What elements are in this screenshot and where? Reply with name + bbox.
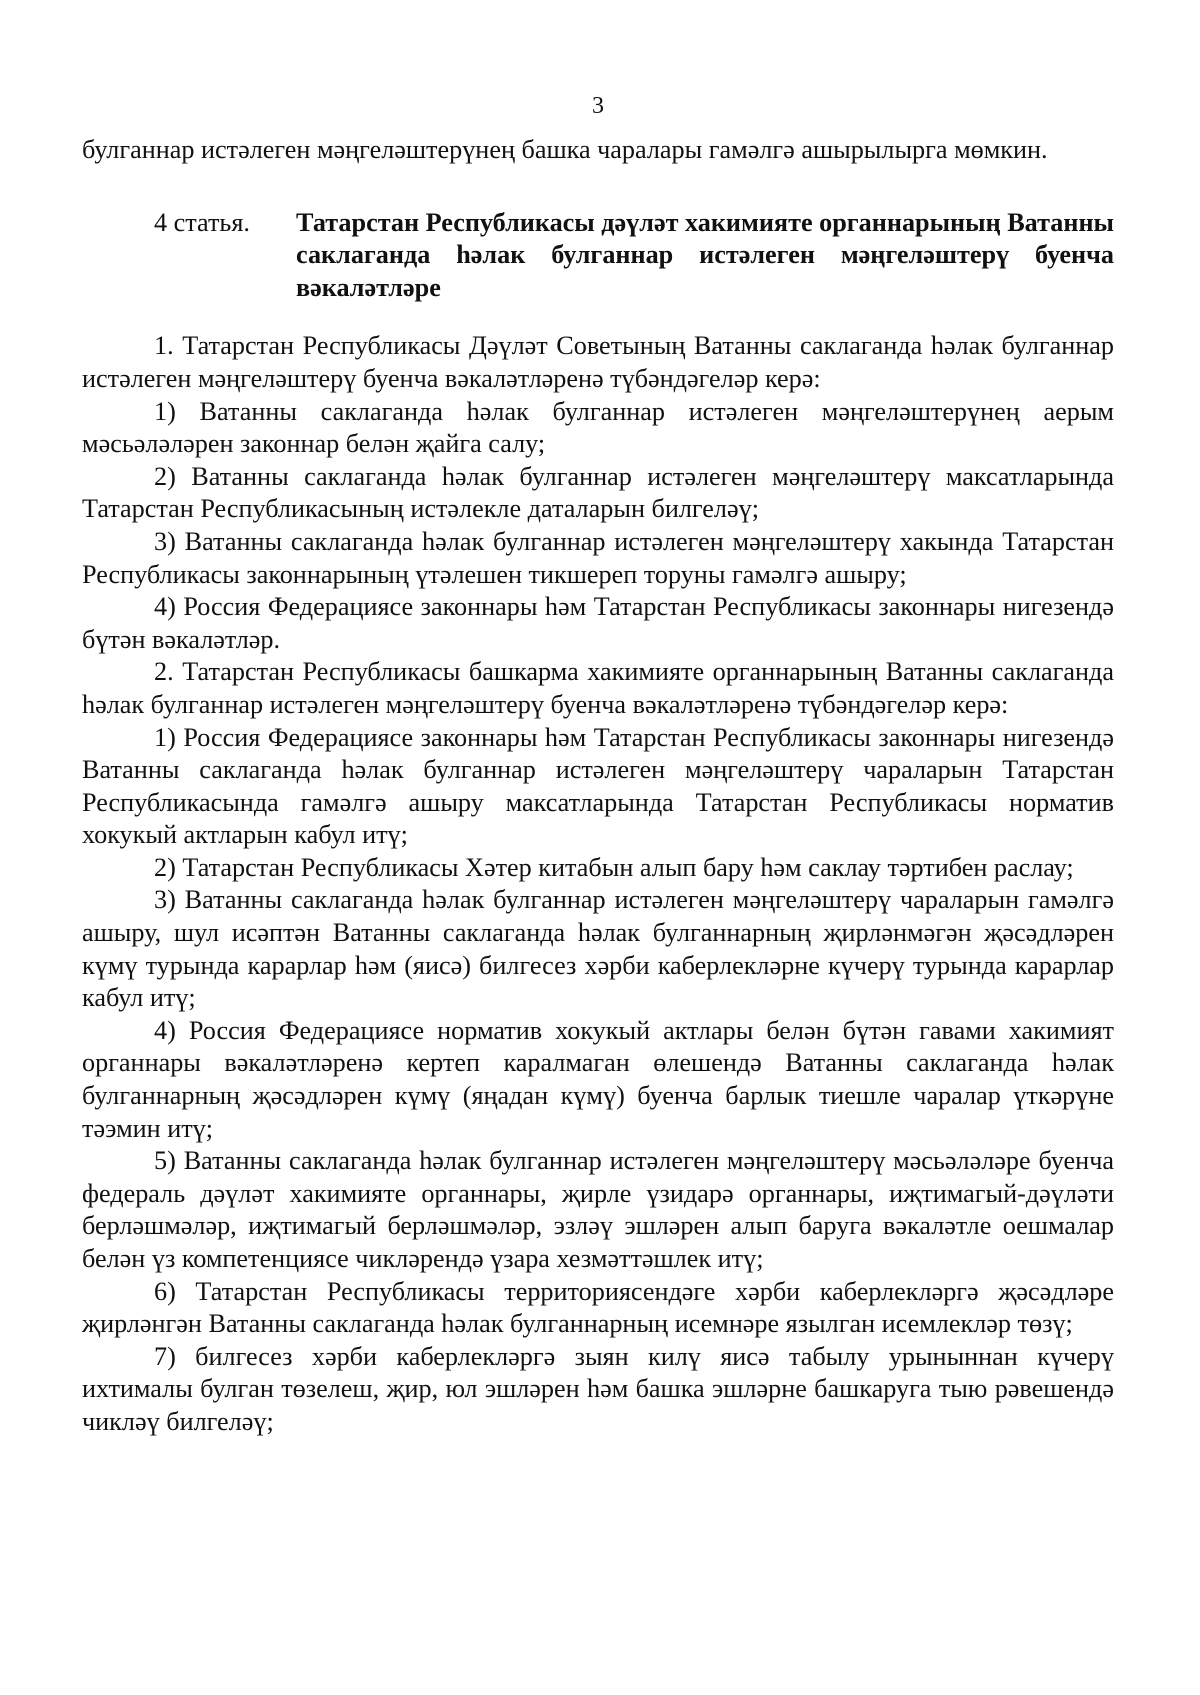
list-item: 2) Татарстан Республикасы Хәтер китабын алып бару һәм саклау тәртибен раслау; — [154, 852, 1074, 882]
paragraph-part-1: 1. Татарстан Республикасы Дәүләт Советының Ватанны саклаганда һәлак булганнар истәлеген мәңгеләштерү буенча вәкаләтләренә түбәндәгеләр керә: — [82, 331, 1114, 393]
list-item: 1) Россия Федерациясе законнары һәм Татарстан Республикасы законнары нигезендә Ватанны саклаганда һәлак булганнар истәлеген мәңгеләштерү чараларын Татарстан Республикасында гамәлгә ашыру максатларында Татарстан Республикасы норматив хокукый актларын кабул итү; — [82, 722, 1114, 850]
list-item: 6) Татарстан Республикасы территориясендәге хәрби каберлекләргә җәсәдләре җирләнгән Ватанны саклаганда һәлак булганнарның исемнәре язылган исемлекләр төзү; — [82, 1276, 1114, 1339]
list-item: 1) Ватанны саклаганда һәлак булганнар истәлеген мәңгеләштерүнең аерым мәсьәләләрен законнар белән җайга салу; — [82, 396, 1114, 459]
list-item: 3) Ватанны саклаганда һәлак булганнар истәлеген мәңгеләштерү хакында Татарстан Республикасы законнарының үтәлешен тикшереп торуны гамәлгә ашыру; — [82, 526, 1114, 589]
list-item: 4) Россия Федерациясе норматив хокукый актлары белән бүтән гавами хакимият органнары вәкаләтләренә кертеп каралмаган өлешендә Ватанны саклаганда һәлак булганнарның җәсәдләрен күмү (яңадан күмү) буенча барлык тиешле чаралар үткәрүне тәэмин итү; — [82, 1015, 1114, 1143]
intro-paragraph: булганнар истәлеген мәңгеләштерүнең башка чаралары гамәлгә ашырылырга мөмкин. — [82, 135, 1048, 164]
article-heading — [82, 207, 1114, 305]
article-title: Татарстан Республикасы дәүләт хакимияте органнарының Ватанны саклаганда һәлак булганнар истәлеген мәңгеләштерү буенча вәкаләтләре — [296, 207, 1114, 302]
article-label: 4 статья. — [154, 207, 250, 237]
list-item: 7) билгесез хәрби каберлекләргә зыян килү яисә табылу урыныннан күчерү ихтималы булган төзелеш, җир, юл эшләрен һәм башка эшләрне башкаруга тыю рәвешендә чикләү билгеләү; — [82, 1341, 1114, 1436]
page-number: 3 — [592, 93, 604, 119]
list-item: 3) Ватанны саклаганда һәлак булганнар истәлеген мәңгеләштерү чараларын гамәлгә ашыру, шул исәптән Ватанны саклаганда һәлак булганнарның җирләнмәгән җәсәдләрен күмү турында карарлар һәм (яисә) билгесез хәрби каберлекләрне күчерү турында карарлар кабул итү; — [82, 885, 1114, 1013]
list-item: 5) Ватанны саклаганда һәлак булганнар истәлеген мәңгеләштерү мәсьәләләре буенча федераль дәүләт хакимияте органнары, җирле үзидарә органнары, иҗтимагый-дәүләти берләшмәләр, иҗтимагый берләшмәләр, эзләү эшләрен алып баруга вәкаләтле оешмалар белән үз компетенциясе чикләрендә үзара хезмәттәшлек итү; — [82, 1146, 1114, 1273]
paragraph-part-2: 2. Татарстан Республикасы башкарма хакимияте органнарының Ватанны саклаганда һәлак булганнар истәлеген мәңгеләштерү буенча вәкаләтләренә түбәндәгеләр керә: — [82, 657, 1114, 719]
list-item: 2) Ватанны саклаганда һәлак булганнар истәлеген мәңгеләштерү максатларында Татарстан Республикасының истәлекле даталарын билгеләү; — [82, 461, 1114, 524]
list-item: 4) Россия Федерациясе законнары һәм Татарстан Республикасы законнары нигезендә бүтән вәкаләтләр. — [82, 592, 1114, 654]
